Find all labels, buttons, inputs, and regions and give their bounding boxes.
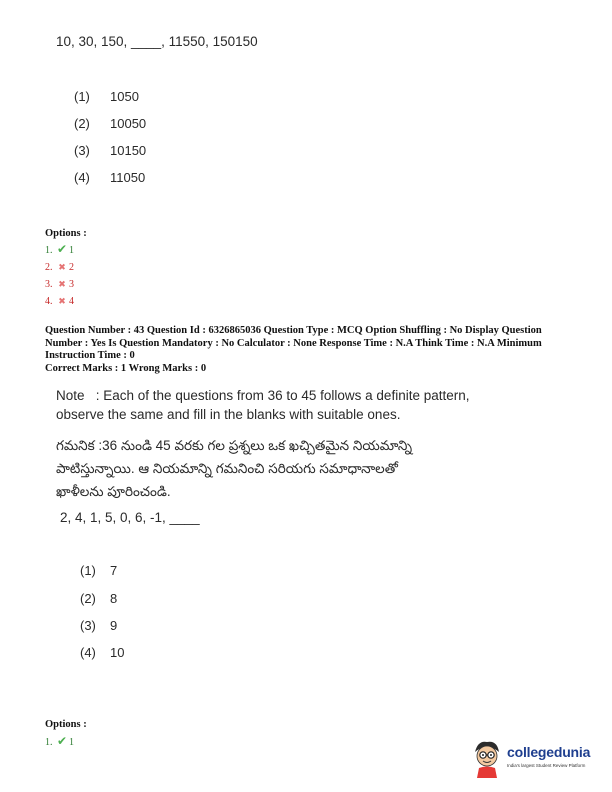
logo-brand: collegedunia xyxy=(507,744,591,760)
answer-item: 3. ✖ 3 xyxy=(45,276,74,293)
answer-item: 2. ✖ 2 xyxy=(45,259,74,276)
mascot-icon xyxy=(470,738,504,778)
cross-icon: ✖ xyxy=(58,296,66,306)
q42-option-2: (2) 10050 xyxy=(74,116,147,131)
q42-option-1: (1) 1050 xyxy=(74,89,139,104)
q42-option-3: (3) 10150 xyxy=(74,143,147,158)
q43-note: Note : Each of the questions from 36 to 45 follows a definite pattern, observe the same and fill in the blanks with suitable ones. xyxy=(56,388,470,422)
q42-sequence: 10, 30, 150, ____, 11550, 150150 xyxy=(56,34,258,49)
q43-metadata: Question Number : 43 Question Id : 6326865036 Question Type : MCQ Option Shuffling : No Display Question Number : Yes Is Question Mandatory : No Calculator : None Response Time : N.A Think Time : N.A Minimum Instruction Time : 0 Correct Marks : 1 Wrong Marks : 0 xyxy=(45,325,542,374)
answer-item: 1. ✔ 1 xyxy=(45,734,74,748)
check-icon: ✔ xyxy=(56,242,68,256)
answer-item: 1. ✔ 1 xyxy=(45,242,74,256)
q43-options-heading: Options : xyxy=(45,719,87,730)
q42-options-heading: Options : xyxy=(45,228,87,239)
check-icon: ✔ xyxy=(56,734,68,748)
q43-option-4: (4) 10 xyxy=(80,645,125,660)
answer-item: 4. ✖ 4 xyxy=(45,293,74,310)
cross-icon: ✖ xyxy=(58,262,66,272)
q43-telugu-note: గమనిక :36 నుండి 45 వరకు గల ప్రశ్నలు ఒక ఖచ్చితమైన నియమాన్ని పాటిస్తున్నాయి. ఆ నియమాన్ని గమనించి సరియగు సమాధానాలతో ఖాళీలను పూరించండి. xyxy=(56,438,413,499)
q42-answer-list xyxy=(45,241,74,310)
q43-answer-list xyxy=(45,733,74,751)
q42-option-4: (4) 11050 xyxy=(74,170,146,185)
cross-icon: ✖ xyxy=(58,279,66,289)
collegedunia-logo xyxy=(470,738,605,778)
q43-option-1: (1) 7 xyxy=(80,563,118,578)
logo-tagline: India's largest Student Review Platform xyxy=(507,763,586,768)
q43-option-2: (2) 8 xyxy=(80,591,118,606)
q43-sequence: 2, 4, 1, 5, 0, 6, -1, ____ xyxy=(60,510,200,525)
q43-option-3: (3) 9 xyxy=(80,618,118,633)
